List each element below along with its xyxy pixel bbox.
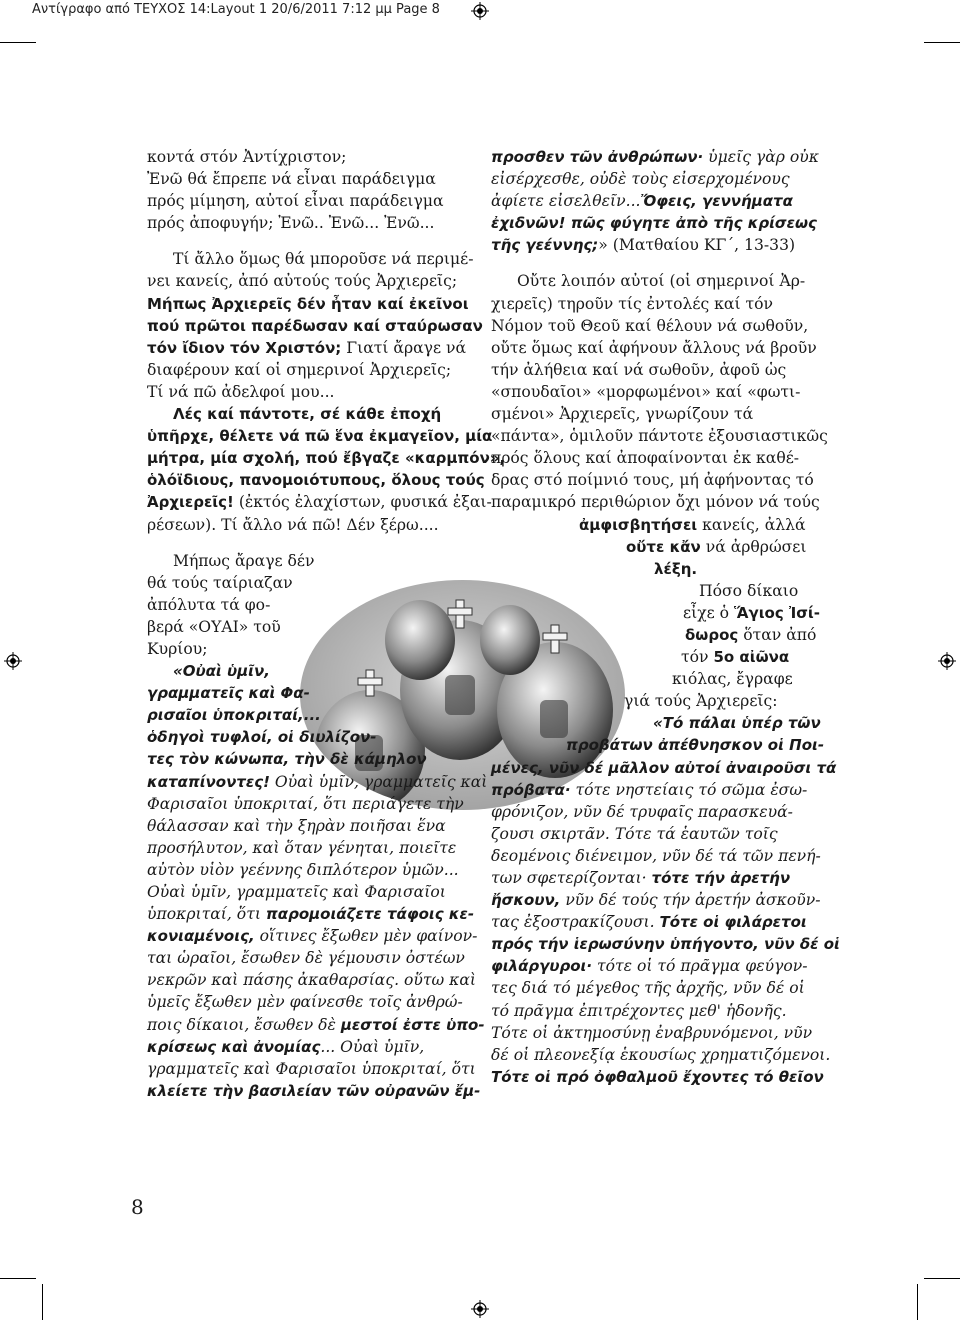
text-line: πρός τήν ἱερωσύνην ὑπήγοντο, νῦν δέ οἱ xyxy=(491,935,840,954)
text-line: εἰσέρχεσθε, οὐδὲ τοὺς εἰσερχομένους xyxy=(491,170,790,189)
text-line: Φαρισαῖοι ὑποκριταί, ὅτι περιάγετε τὴν xyxy=(147,794,464,813)
text-line: πρός ἀποφυγήν; Ἐνῶ.. Ἐνῶ... Ἐνῶ... xyxy=(147,214,435,233)
registration-mark-icon xyxy=(471,2,489,20)
text-line: διαφέρουν καί οἱ σημερινοί Ἀρχιερεῖς; xyxy=(147,360,452,379)
text-line: πρόβατα· τότε νηστείαις τό σῶμα ἐσω- xyxy=(491,780,808,799)
text-line: ὑποκριταί, ὅτι παρομοιάζετε τάφοις κε- xyxy=(147,905,475,924)
text-line: τόν 5ο αἰῶνα xyxy=(681,648,790,667)
text-line: Ἐνῶ θά ἔπρεπε νά εἶναι παράδειγμα xyxy=(147,170,436,189)
text-line: φρόνιζον, νῦν δέ τρυφαῖς παρασκευά- xyxy=(491,802,793,821)
text-line: δρας στό ποίμνιό τους, μή ἀφήνοντας τό xyxy=(491,471,814,490)
text-line: «Οὐαὶ ὑμῖν, xyxy=(173,662,270,681)
crop-mark xyxy=(42,1284,43,1320)
text-line: τό πρᾶγμα ἐπιτρέχοντες μεθ' ἡδονῆς. xyxy=(491,1001,787,1020)
text-line: των σφετερίζονται· τότε τήν ἀρετήν xyxy=(491,869,791,887)
text-line: Λές καί πάντοτε, σέ κάθε ἐποχή xyxy=(173,405,442,424)
text-line: ὑμεῖς ἔξωθεν μὲν φαίνεσθε τοῖς ἀνθρώ- xyxy=(147,993,463,1012)
crop-mark xyxy=(924,1278,960,1279)
left-column xyxy=(147,146,506,1102)
text-line: ἤσκουν, νῦν δέ τούς τήν ἀρετήν ἀσκοῦν- xyxy=(491,891,821,910)
text-line: Πόσο δίκαιο xyxy=(699,581,799,600)
crop-mark xyxy=(0,42,36,43)
text-line: βερά «ΟΥΑΙ» τοῦ xyxy=(147,617,281,636)
text-line: πρός ὅλους καί ἀποφαίνονται ἐκ καθέ- xyxy=(491,449,800,468)
text-line: κοντά στόν Ἀντίχριστον; xyxy=(147,148,347,166)
text-line: γραμματεῖς καὶ Φαρισαῖοι ὑποκριταί, ὅτι xyxy=(147,1059,476,1078)
text-line: Οὐαὶ ὑμῖν, γραμματεῖς καὶ Φαρισαῖοι xyxy=(147,883,446,901)
text-line: εἶχε ὁ Ἅγιος Ἰσί- xyxy=(683,603,820,622)
text-line: σμένοι» Ἀρχιερεῖς, γνωρίζουν τά xyxy=(491,405,754,424)
text-line: πρός μίμηση, αὐτοί εἶναι παράδειγμα xyxy=(147,192,444,211)
text-line: τες διά τό μέγεθος τῆς ἀρχῆς, νῦν δέ οἱ xyxy=(491,979,805,998)
text-line: προσθεν τῶν ἀνθρώπων· ὑμεῖς γὰρ οὐκ xyxy=(491,148,819,166)
text-line: μένες, νῦν δέ μᾶλλον αὐτοί ἀναιροῦσι τά xyxy=(491,758,837,777)
text-line: Τί ἄλλο ὅμως θά μποροῦσε νά περιμέ- xyxy=(173,250,474,269)
text-line: «σπουδαῖοι» «μορφωμένοι» καί «φωτι- xyxy=(491,382,801,401)
text-line: Νόμον τοῦ Θεοῦ καί θέλουν νά σωθοῦν, xyxy=(491,316,809,335)
text-line: δωρος ὅταν ἀπό xyxy=(685,625,817,644)
text-line: Τότε οἱ πρό ὀφθαλμοῦ ἔχοντες τό θεῖον xyxy=(491,1067,824,1086)
text-line: ἀπόλυτα τά φο- xyxy=(147,595,271,614)
crop-mark xyxy=(0,1278,36,1279)
text-line: ἀμφισβητήσει κανείς, ἀλλά xyxy=(579,515,806,534)
text-line: πού πρῶτοι παρέδωσαν καί σταύρωσαν xyxy=(147,316,483,335)
text-line: καταπίνοντες! Οὐαὶ ὑμῖν, γραμματεῖς καὶ xyxy=(147,772,488,791)
text-line: δεομένοις διένειμον, νῦν δέ τά τῶν πενή- xyxy=(491,846,821,865)
text-line: ὁδηγοὶ τυφλοί, οἱ διυλίζον- xyxy=(147,728,377,747)
text-line: Οὔτε λοιπόν αὐτοί (οἱ σημερινοί Ἀρ- xyxy=(517,272,806,291)
registration-mark-icon xyxy=(4,652,22,670)
text-line: κρίσεως καὶ ἀνομίας... Οὐαὶ ὑμῖν, xyxy=(147,1037,425,1056)
text-line: ὑπῆρχε, θέλετε νά πῶ ἕνα ἐκμαγεῖον, μία xyxy=(147,427,493,446)
text-line: λέξη. xyxy=(654,559,698,578)
text-line: τας ἐξοστρακίζουσι. Τότε οἱ φιλάρετοι xyxy=(491,913,807,932)
text-line: αὐτὸν υἱὸν γεέννης διπλότερον ὑμῶν... xyxy=(147,860,459,879)
text-line: προβάτων ἀπέθνησκον οἱ Ποι- xyxy=(566,736,825,755)
text-line: δέ οἱ πλεονεξίᾳ ἑκουσίως χρηματιζόμενοι. xyxy=(491,1045,831,1064)
print-slug-line: Αντίγραφο από ΤΕΥΧΟΣ 14:Layout 1 20/6/2011 7:12 μμ Page 8 xyxy=(32,2,440,17)
text-line: ὁλόϊδιους, πανομοιότυπους, ὅλους τούς xyxy=(147,471,485,490)
text-line: Μήπως Ἀρχιερεῖς δέν ἦταν καί ἐκεῖνοι xyxy=(147,294,469,313)
text-line: γιά τούς Ἀρχιερεῖς: xyxy=(624,692,778,711)
crop-mark xyxy=(924,42,960,43)
registration-mark-icon xyxy=(471,1300,489,1318)
text-line: παραμικρό περιθώριον ὄχι μόνον νά τούς xyxy=(491,493,820,512)
text-line: ρέσεων). Τί ἄλλο νά πῶ! Δέν ξέρω.... xyxy=(147,515,439,534)
text-line: προσήλυτον, καὶ ὅταν γένηται, ποιεῖτε xyxy=(147,838,457,857)
text-line: ρισαῖοι ὑποκριταί,... xyxy=(147,706,321,725)
text-line: Κυρίου; xyxy=(147,639,208,658)
text-line: τῆς γεέννης;» (Ματθαίου ΚΓ΄, 13-33) xyxy=(491,236,796,255)
text-line: Τί νά πῶ ἀδελφοί μου... xyxy=(147,382,335,401)
text-line: θά τούς ταίριαζαν xyxy=(147,573,293,592)
text-line: θάλασσαν καὶ τὴν ξηρὰν ποιῆσαι ἕνα xyxy=(147,816,446,835)
text-line: οὔτε κἄν νά ἀρθρώσει xyxy=(626,537,807,556)
text-line: κλείετε τὴν βασιλείαν τῶν οὐρανῶν ἔμ- xyxy=(147,1081,481,1100)
text-line: μήτρα, μία σχολή, πού ἔβγαζε «καρμπόν», xyxy=(147,449,506,468)
text-line: τόν ἴδιον τόν Χριστόν; Γιατί ἄραγε νά xyxy=(147,338,467,357)
text-line: ποις δίκαιοι, ἔσωθεν δὲ μεστοί ἐστε ὑπο- xyxy=(147,1015,485,1034)
page-number: 8 xyxy=(131,1195,144,1219)
text-line: νεκρῶν καὶ πάσης ἀκαθαρσίας. οὕτω καὶ xyxy=(147,971,477,990)
text-line: οὔτε ὅμως καί ἀφήνουν ἄλλους νά βροῦν xyxy=(491,338,817,357)
text-line: ἐχιδνῶν! πῶς φύγητε ἀπὸ τῆς κρίσεως xyxy=(491,214,817,233)
registration-mark-icon xyxy=(938,652,956,670)
text-line: «πάντα», ὁμιλοῦν πάντοτε ἐξουσιαστικῶς xyxy=(491,427,828,446)
text-line: Μήπως ἄραγε δέν xyxy=(173,551,315,570)
text-line: κονιαμένοις, οἵτινες ἔξωθεν μὲν φαίνον- xyxy=(147,927,478,946)
text-line: ἀφίετε εἰσελθεῖν...Ὄφεις, γεννήματα xyxy=(491,192,793,211)
text-line: χιερεῖς) τηροῦν τίς ἐντολές καί τόν xyxy=(491,294,774,313)
text-line: γραμματεῖς καὶ Φα- xyxy=(147,684,310,703)
text-line: τήν ἀλήθεια καί νά σωθοῦν, ἀφοῦ ὡς xyxy=(491,360,787,379)
text-line: «Τό πάλαι ὑπέρ τῶν xyxy=(653,714,821,733)
text-line: ται ὡραῖοι, ἔσωθεν δὲ γέμουσιν ὀστέων xyxy=(147,949,465,968)
text-line: Τότε οἱ ἀκτημοσύνῃ ἐναβρυνόμενοι, νῦν xyxy=(491,1023,813,1042)
text-line: φιλάργυροι· τότε οἱ τό πρᾶγμα φεύγον- xyxy=(491,957,808,976)
text-line: νει κανείς, ἀπό αὐτούς τούς Ἀρχιερεῖς; xyxy=(147,272,458,291)
crop-mark xyxy=(917,1284,918,1320)
text-line: κιόλας, ἔγραφε xyxy=(672,670,793,689)
text-line: τες τὸν κώνωπα, τὴν δὲ κάμηλον xyxy=(147,750,427,769)
text-line: ζουσι σκιρτᾶν. Τότε τά ἑαυτῶν τοῖς xyxy=(491,824,778,843)
right-column xyxy=(491,146,840,1088)
text-line: Ἀρχιερεῖς! (ἐκτός ἐλαχίστων, φυσικά ἐξαι- xyxy=(147,493,492,512)
